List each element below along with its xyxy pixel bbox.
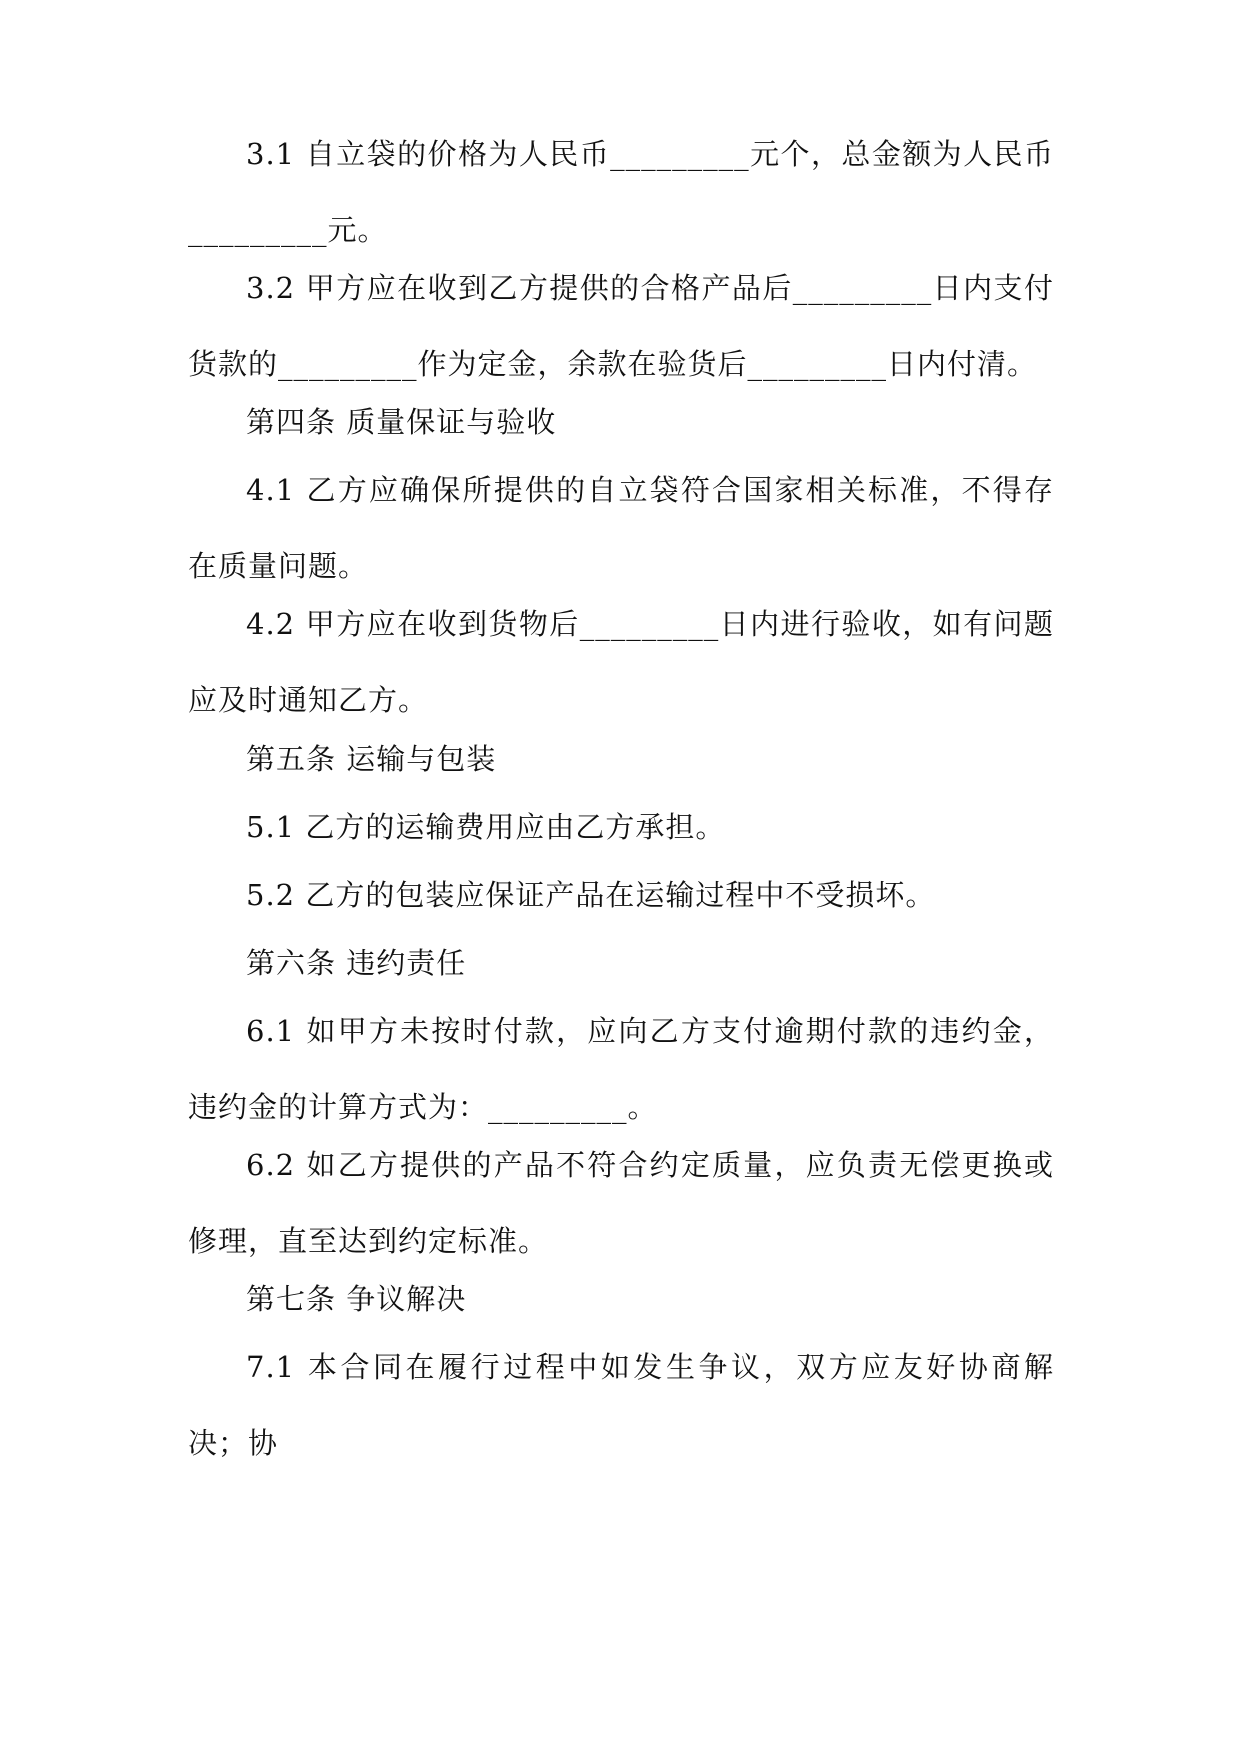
clause-3-2: 3.2 甲方应在收到乙方提供的合格产品后_________日内支付货款的_________作为定金，余款在验货后_________日内付清。 <box>188 271 1054 381</box>
clause-4-1: 4.1 乙方应确保所提供的自立袋符合国家相关标准，不得存在质量问题。 <box>188 473 1054 583</box>
clause-5-2: 5.2 乙方的包装应保证产品在运输过程中不受损坏。 <box>246 878 936 912</box>
clause-4-2: 4.2 甲方应在收到货物后_________日内进行验收，如有问题应及时通知乙方。 <box>188 607 1054 717</box>
article-7-heading: 第七条 争议解决 <box>246 1282 467 1316</box>
clause-6-2: 6.2 如乙方提供的产品不符合约定质量，应负责无偿更换或修理，直至达到约定标准。 <box>188 1148 1054 1258</box>
clause-6-1: 6.1 如甲方未按时付款，应向乙方支付逾期付款的违约金，违约金的计算方式为：_________。 <box>188 1014 1054 1124</box>
clause-5-1: 5.1 乙方的运输费用应由乙方承担。 <box>246 810 726 844</box>
article-4-heading: 第四条 质量保证与验收 <box>246 405 557 439</box>
clause-3-1: 3.1 自立袋的价格为人民币_________元个，总金额为人民币_________元。 <box>188 137 1054 247</box>
article-6-heading: 第六条 违约责任 <box>246 946 467 980</box>
clause-7-1: 7.1 本合同在履行过程中如发生争议，双方应友好协商解决；协 <box>188 1350 1054 1460</box>
article-5-heading: 第五条 运输与包装 <box>246 742 497 776</box>
